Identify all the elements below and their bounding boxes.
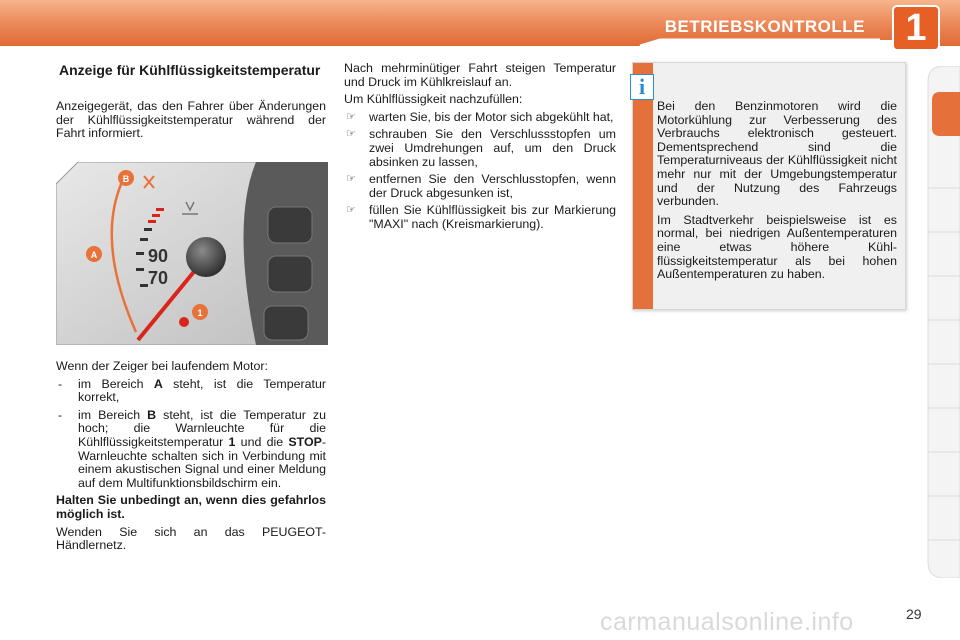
- dealer-text: Wenden Sie sich an das PEUGEOT-Händlernetz.: [56, 524, 326, 553]
- tab-chapter-1[interactable]: [932, 92, 960, 136]
- watermark: carmanualsonline.info: [600, 608, 854, 636]
- gauge-explanation: [56, 360, 326, 557]
- section-title: Anzeige für Kühlflüssigkeitstemperatur: [59, 62, 321, 78]
- list-item: - im Bereich A steht, ist die Temperatur korrekt,: [58, 376, 326, 405]
- when-text: Wenn der Zeiger bei laufendem Motor:: [56, 359, 268, 373]
- info-paragraph: Bei den Benzinmotoren wird die Motorkühlung zur Verbesserung des Verbrauchs elektronisch gesteuert. Dementsprechend sind die Temperaturniveaus der Kühlflüssigkeit nicht mehr nur mit der Umgebungstemperatur und der Nutzung des Fahrzeugs verbunden.: [657, 99, 897, 209]
- page-number: 29: [906, 606, 922, 622]
- list-item: ☞ füllen Sie Kühlflüssigkeit bis zur Markierung "MAXI" nach (Kreismarkierung).: [346, 203, 616, 231]
- pointing-hand-icon: ☞: [346, 173, 356, 186]
- refill-intro: Nach mehrminütiger Fahrt steigen Temperatur und Druck im Kühlkreislauf an.: [344, 61, 616, 89]
- gauge-number-90: 90: [148, 246, 169, 266]
- pointing-hand-icon: ☞: [346, 110, 356, 123]
- list-item: ☞ warten Sie, bis der Motor sich abgekühlt hat,: [346, 109, 614, 124]
- info-text: [657, 100, 897, 287]
- gauge-number-70: 70: [148, 268, 169, 288]
- list-item: - im Bereich B steht, ist die Temperatur zu hoch; die Warnleuchte für die Kühlflüssigkeitstemperatur 1 und die STOP-Warnleuchte schalten sich in Verbindung mit einem akustischen Signal und einer Meldung auf dem Multifunktionsbildschirm ein.: [58, 407, 326, 490]
- refill-heading: Um Kühlflüssigkeit nachzufüllen:: [344, 92, 523, 107]
- header-title: BETRIEBSKONTROLLE: [664, 17, 865, 36]
- pointing-hand-icon: ☞: [346, 204, 356, 217]
- pointing-hand-icon: ☞: [346, 128, 356, 141]
- info-icon: i: [630, 74, 654, 100]
- intro-paragraph: Anzeigegerät, das den Fahrer über Änderungen der Kühlflüssigkeitstemperatur während der Fahrt informiert.: [56, 99, 326, 141]
- marker-b-label: B: [122, 174, 130, 184]
- info-paragraph: Im Stadtverkehr beispielsweise ist es normal, bei niedrigen Außentemperaturen eine etwas höhere Kühlflüssigkeitstemperatur als bei hohen Außentemperaturen zu haben.: [657, 212, 897, 282]
- refill-instructions: [344, 62, 616, 236]
- chapter-side-tabs: [926, 66, 960, 578]
- list-item: ☞ entfernen Sie den Verschlusstopfen, wenn der Druck abgesunken ist,: [346, 172, 616, 200]
- list-item: ☞ schrauben Sie den Verschlussstopfen um zwei Umdrehungen auf, um den Druck absinken zu lassen,: [346, 127, 616, 169]
- chapter-number: 1: [905, 7, 927, 49]
- marker-1-label: 1: [197, 308, 203, 318]
- warning-text: Halten Sie unbedingt an, wenn dies gefahrlos möglich ist.: [56, 493, 326, 521]
- marker-a-label: A: [90, 250, 98, 260]
- coolant-gauge-illustration: [56, 162, 328, 345]
